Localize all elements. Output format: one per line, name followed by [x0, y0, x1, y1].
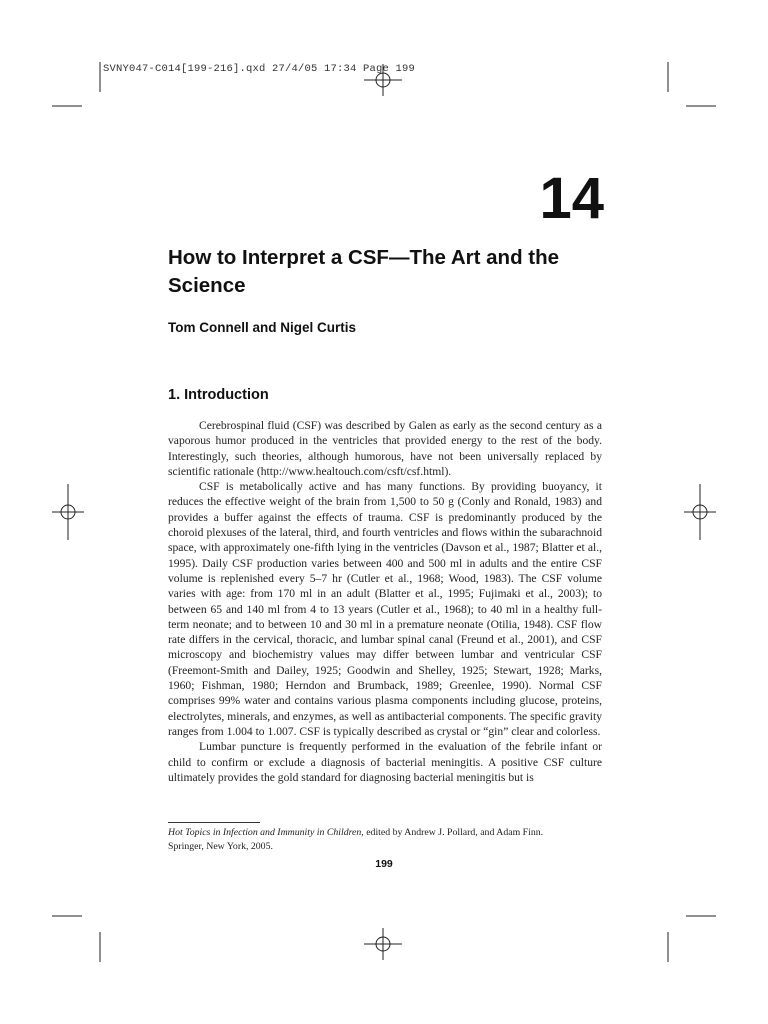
- chapter-title: How to Interpret a CSF—The Art and the Science: [168, 246, 560, 297]
- footnote-source-rest: , edited by Andrew J. Pollard, and Adam Finn.: [361, 827, 544, 838]
- section-heading: 1. Introduction: [168, 387, 269, 403]
- paragraph: CSF is metabolically active and has many functions. By providing buoyancy, it reduces the effective weight of the brain from 1,500 to 50 g (Conly and Ronald, 1983) and provides a buffer against the effects of trauma. CSF is predominantly produced by the choroid plexuses of the lateral, third, and fourth ventricles and flows within the subarachnoid space, with approximately one-fifth lying in the ventricles (Davson et al., 1987; Blatter et al., 1995). Daily CSF production varies between 400 and 500 ml in adults and the entire CSF volume is replenished every 5–7 hr (Cutler et al., 1968; Wood, 1983). The CSF volume varies with age: from 170 ml in an adult (Blatter et al., 1995; Fujimaki et al., 2003); to between 65 and 140 ml from 4 to 13 years (Cutler et al., 1968); to 40 ml in a healthy full-term neonate; and to between 10 and 30 ml in a premature neonate (Otilia, 1948). CSF flow rate differs in the cervical, thoracic, and lumbar spinal canal (Freund et al., 2001), and CSF microscopy and biochemistry values may differ between lumbar and ventricular CSF (Freemont-Smith and Dailey, 1925; Goodwin and Shelley, 1925; Stewart, 1928; Marks, 1960; Fishman, 1980; Herndon and Brumback, 1989; Greenlee, 1990). Normal CSF comprises 99% water and contains various plasma components including glucose, proteins, electrolytes, minerals, and enzymes, as well as antibacterial components. The specific gravity ranges from 1.004 to 1.007. CSF is typically described as crystal or “gin” clear and colorless.: [168, 480, 602, 738]
- registration-mark-left: [52, 484, 84, 540]
- paragraph: Cerebrospinal fluid (CSF) was described by Galen as early as the second century as a vaporous humor produced in the ventricles that provided energy to the rest of the body. Interestingly, such theories, although humorous, have not been universally replaced by scientific rationale (http://www.healtouch.com/csft/csf.html).: [168, 419, 602, 478]
- paragraph: Lumbar puncture is frequently performed in the evaluation of the febrile infant or child to confirm or exclude a diagnosis of bacterial meningitis. A positive CSF culture ultimately provides the gold standard for diagnosing bacterial meningitis but is: [168, 740, 602, 784]
- footnote-publisher: Springer, New York, 2005.: [168, 841, 273, 852]
- registration-mark-top: [364, 64, 402, 96]
- page-number: 199: [375, 858, 393, 870]
- footnote: [168, 826, 608, 854]
- print-slug: SVNY047-C014[199-216].qxd 27/4/05 17:34 Page 199: [103, 63, 416, 75]
- footnote-source-title: Hot Topics in Infection and Immunity in Children: [168, 827, 362, 838]
- body-text: [168, 418, 602, 785]
- registration-mark-bottom: [364, 928, 402, 960]
- footnote-source-line: [168, 826, 608, 840]
- chapter-authors: Tom Connell and Nigel Curtis: [168, 320, 357, 335]
- chapter-number: 14: [539, 166, 604, 231]
- footnote-rule: [168, 822, 260, 823]
- registration-mark-right: [684, 484, 716, 540]
